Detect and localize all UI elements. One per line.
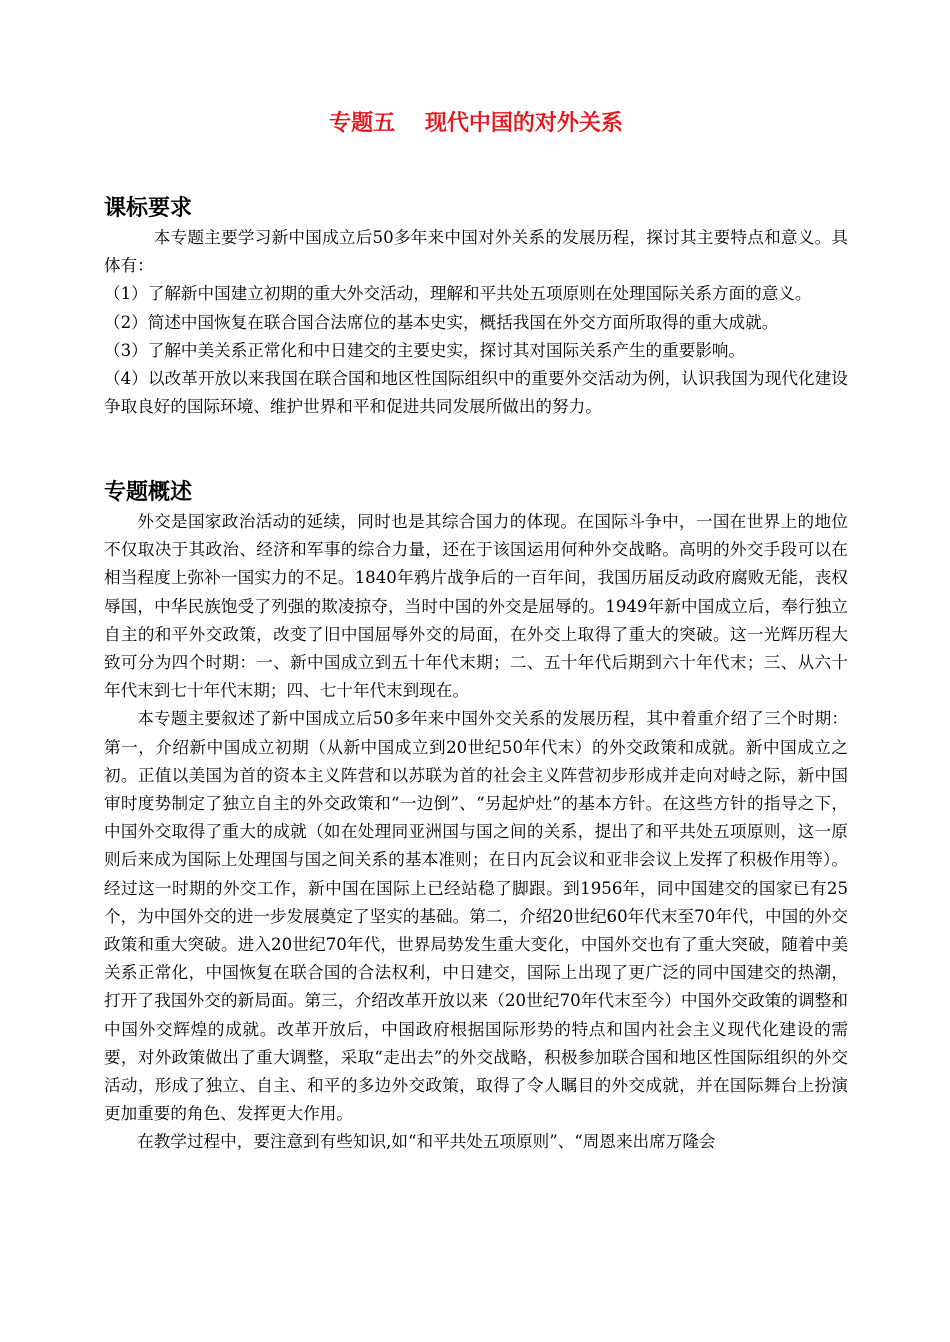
- section-heading-curriculum: 课标要求: [104, 196, 193, 221]
- document-title: 专题五 现代中国的对外关系: [329, 111, 623, 136]
- overview-paragraph: 外交是国家政治活动的延续，同时也是其综合国力的体现。在国际斗争中，一国在世界上的地位不仅取决于其政治、经济和军事的综合力量，还在于该国运用何种外交战略。高明的外交手段可以在相当程度上弥补一国实力的不足。1840年鸦片战争后的一百年间，我国历届反动政府腐败无能，丧权辱国，中华民族饱受了列强的欺凌掠夺，当时中国的外交是屈辱的。1949年新中国成立后，奉行独立自主的和平外交政策，改变了旧中国屈辱外交的局面，在外交上取得了重大的突破。这一光辉历程大致可分为四个时期：一、新中国成立到五十年代末期；二、五十年代后期到六十年代末；三、从六十年代末到七十年代末期；四、七十年代末到现在。: [104, 512, 848, 701]
- curriculum-item: （2）简述中国恢复在联合国合法席位的基本史实，概括我国在外交方面所取得的重大成就。: [104, 312, 779, 332]
- section-heading-overview: 专题概述: [104, 480, 193, 505]
- curriculum-item: （3）了解中美关系正常化和中日建交的主要史实，探讨其对国际关系产生的重要影响。: [104, 340, 746, 360]
- curriculum-item: （4）以改革开放以来我国在联合国和地区性国际组织中的重要外交活动为例，认识我国为现代化建设争取良好的国际环境、维护世界和平和促进共同发展所做出的努力。: [104, 369, 848, 417]
- curriculum-requirements: [104, 224, 848, 421]
- curriculum-item: （1）了解新中国建立初期的重大外交活动，理解和平共处五项原则在处理国际关系方面的意义。: [104, 284, 812, 304]
- overview-paragraph: 在教学过程中，要注意到有些知识,如“和平共处五项原则”、“周恩来出席万隆会: [137, 1132, 716, 1152]
- overview-paragraph: 本专题主要叙述了新中国成立后50多年来中国外交关系的发展历程，其中着重介绍了三个时期：第一，介绍新中国成立初期（从新中国成立到20世纪50年代末）的外交政策和成就。新中国成立之初。正值以美国为首的资本主义阵营和以苏联为首的社会主义阵营初步形成并走向对峙之际，新中国审时度势制定了独立自主的外交政策和“一边倒”、“另起炉灶”的基本方针。在这些方针的指导之下，中国外交取得了重大的成就（如在处理同亚洲国与国之间的关系，提出了和平共处五项原则，这一原则后来成为国际上处理国与国之间关系的基本准则；在日内瓦会议和亚非会议上发挥了积极作用等）。经过这一时期的外交工作，新中国在国际上已经站稳了脚跟。到1956年，同中国建交的国家已有25个，为中国外交的进一步发展奠定了坚实的基础。第二，介绍20世纪60年代末至70年代，中国的外交政策和重大突破。进入20世纪70年代，世界局势发生重大变化，中国外交也有了重大突破，随着中美关系正常化，中国恢复在联合国的合法权利，中日建交，国际上出现了更广泛的同中国建交的热潮，打开了我国外交的新局面。第三，介绍改革开放以来（20世纪70年代末至今）中国外交政策的调整和中国外交辉煌的成就。改革开放后，中国政府根据国际形势的特点和国内社会主义现代化建设的需要，对外政策做出了重大调整，采取“走出去”的外交战略，积极参加联合国和地区性国际组织的外交活动，形成了独立、自主、和平的多边外交政策，取得了令人瞩目的外交成就，并在国际舞台上扮演更加重要的角色、发挥更大作用。: [104, 709, 848, 1124]
- curriculum-intro: 本专题主要学习新中国成立后50多年来中国对外关系的发展历程，探讨其主要特点和意义。具体有：: [104, 228, 848, 276]
- topic-overview: [104, 508, 848, 1157]
